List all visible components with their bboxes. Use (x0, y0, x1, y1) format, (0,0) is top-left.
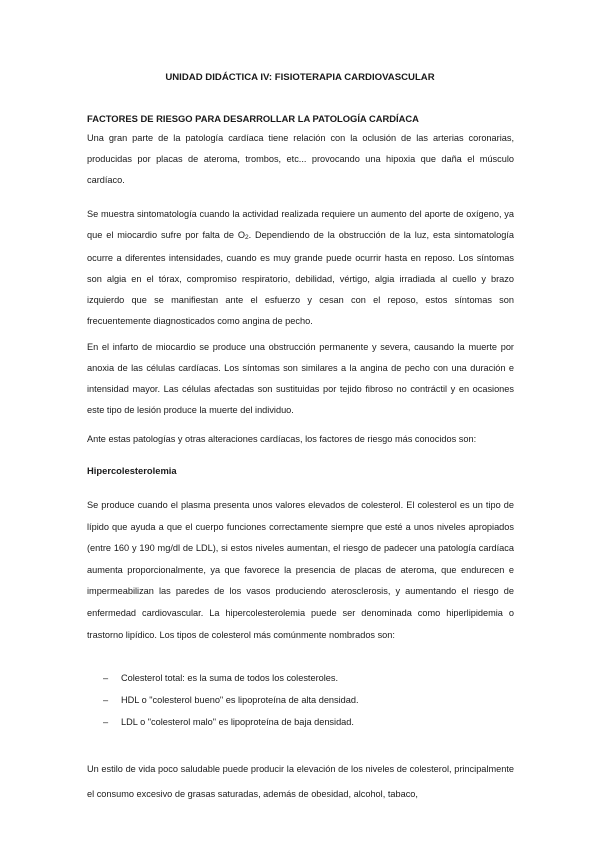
list-item-text: HDL o "colesterol bueno" es lipoproteína de alta densidad. (121, 695, 359, 705)
bullet-dash: – (103, 695, 109, 705)
paragraph-symptoms (87, 204, 514, 332)
document-title: UNIDAD DIDÁCTICA IV: FISIOTERAPIA CARDIOVASCULAR (165, 72, 435, 83)
paragraph-lifestyle: Un estilo de vida poco saludable puede producir la elevación de los niveles de colesterol, principalmente el consumo excesivo de grasas saturadas, además de obesidad, alcohol, tabaco, (87, 764, 514, 799)
list-item-text: LDL o "colesterol malo" es lipoproteína de baja densidad. (121, 717, 354, 727)
list-item-text: Colesterol total: es la suma de todos los colesteroles. (121, 673, 339, 683)
paragraph-intro: Una gran parte de la patología cardíaca tiene relación con la oclusión de las arterias coronarias, producidas por placas de ateroma, trombos, etc... provocando una hipoxia que daña el músculo cardíaco. (87, 133, 514, 185)
symptoms-text-b: . Dependiendo de la obstrucción de la luz, esta sintomatología ocurre a diferentes intensidades, cuando es muy grande puede ocurrir hasta en reposo. Los síntomas son algia en el tórax, compromiso respiratorio, debilidad, vértigo, algia irradiada al cuello y brazo izquierdo que se manifiestan ante el esfuerzo y cesan con el reposo, estos síntomas son frecuentemente diagnosticados como angina de pecho. (87, 230, 514, 326)
paragraph-risk-factors-intro: Ante estas patologías y otras alteraciones cardíacas, los factores de riesgo más conocidos son: (87, 434, 477, 444)
bullet-dash: – (103, 717, 109, 727)
paragraph-hypercholesterolemia: Se produce cuando el plasma presenta unos valores elevados de colesterol. El colesterol es un tipo de lípido que ayuda a que el cuerpo funciones correctamente siempre que esté a unos niveles apropiados (entre 160 y 190 mg/dl de LDL), si estos niveles aumentan, el riesgo de padecer una patología cardíaca aumenta proporcionalmente, ya que favorece la presencia de placas de ateroma, que endurecen e impermeabilizan las paredes de los vasos produciendo aterosclerosis, y aumentando el riesgo de enfermedad cardiovascular. La hipercolesterolemia puede ser denominada como hiperlipidemia o trastorno lipídico. Los tipos de colesterol más comúnmente nombrados son: (87, 500, 514, 640)
subheading-hypercholesterolemia: Hipercolesterolemia (87, 465, 177, 476)
section-heading: FACTORES DE RIESGO PARA DESARROLLAR LA PATOLOGÍA CARDÍACA (87, 113, 419, 124)
symptoms-text-a: Se muestra sintomatología cuando la actividad realizada requiere un aumento del aporte de oxígeno, ya que el miocardio sufre por falta de O (87, 209, 514, 240)
paragraph-infarction: En el infarto de miocardio se produce una obstrucción permanente y severa, causando la muerte por anoxia de las células cardíacas. Los síntomas son similares a la angina de pecho con una duración e intensidad mayor. Las células afectadas son sustituidas por tejido fibroso no contráctil y en ocasiones este tipo de lesión produce la muerte del individuo. (87, 342, 514, 415)
bullet-dash: – (103, 673, 109, 683)
oxygen-subscript: 2 (244, 234, 249, 241)
